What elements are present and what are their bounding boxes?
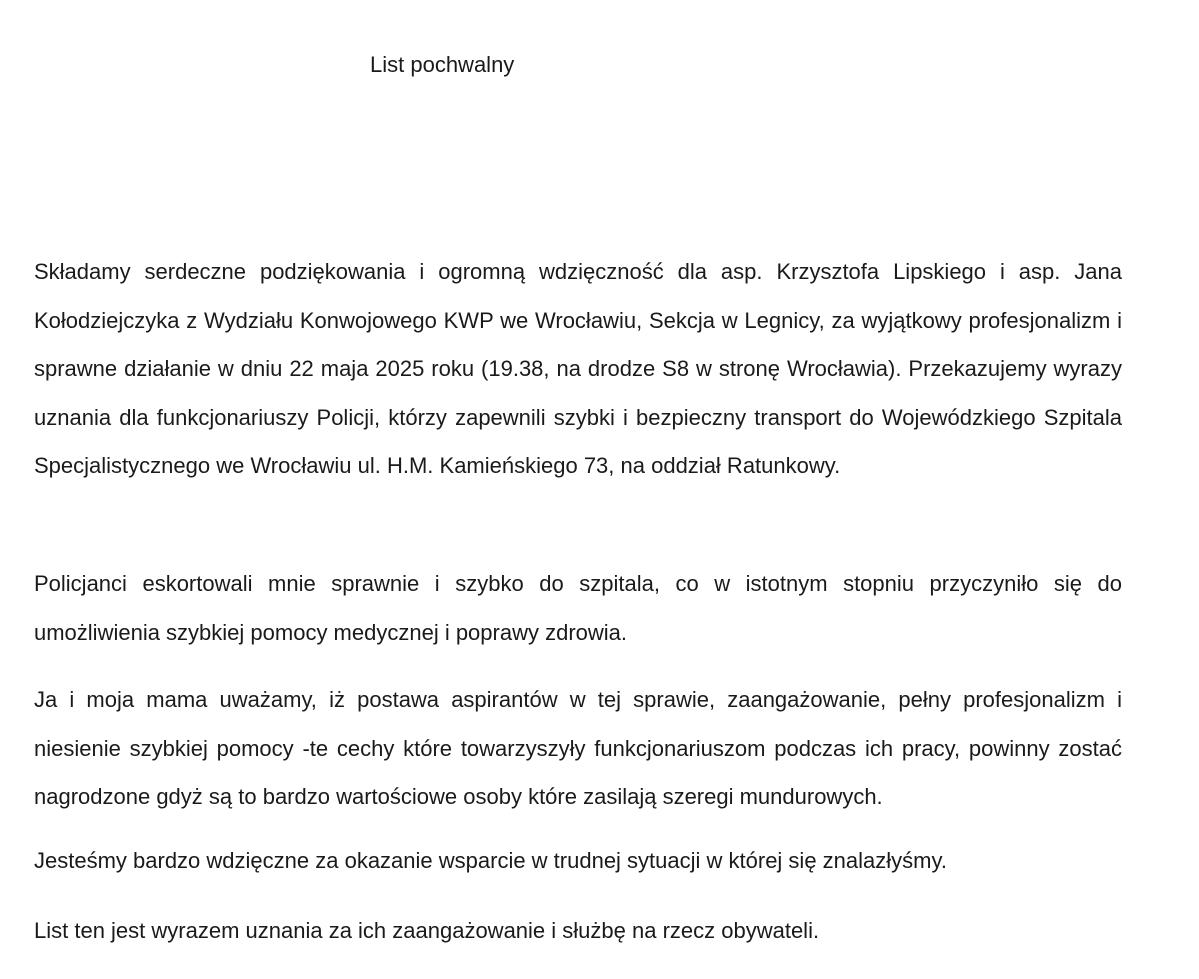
- paragraph-escort: Policjanci eskortowali mnie sprawnie i szybko do szpitala, co w istotnym stopniu przyczyniło się do umożliwienia szybkiej pomocy medycznej i poprawy zdrowia.: [34, 571, 1122, 645]
- letter-title: List pochwalny: [370, 52, 515, 77]
- paragraph-acknowledgement: Składamy serdeczne podziękowania i ogromną wdzięczność dla asp. Krzysztofa Lipskiego i asp. Jana Kołodziejczyka z Wydziału Konwojowego KWP we Wrocławiu, Sekcja w Legnicy, za wyjątkowy profesjonalizm i sprawne działanie w dniu 22 maja 2025 roku (19.38, na drodze S8 w stronę Wrocławia). Przekazujemy wyrazy uznania dla funkcjonariuszy Policji, którzy zapewnili szybki i bezpieczny transport do Wojewódzkiego Szpitala Specjalistycznego we Wrocławiu ul. H.M. Kamieńskiego 73, na oddział Ratunkowy.: [34, 259, 1122, 478]
- paragraph-gratitude: Jesteśmy bardzo wdzięczne za okazanie wsparcie w trudnej sytuacji w której się znalazłyśmy.: [34, 848, 947, 873]
- paragraph-closing: List ten jest wyrazem uznania za ich zaangażowanie i służbę na rzecz obywateli.: [34, 918, 820, 943]
- paragraph-recommendation: Ja i moja mama uważamy, iż postawa aspirantów w tej sprawie, zaangażowanie, pełny profesjonalizm i niesienie szybkiej pomocy -te cechy które towarzyszyły funkcjonariuszom podczas ich pracy, powinny zostać nagrodzone gdyż są to bardzo wartościowe osoby które zasilają szeregi mundurowych.: [34, 687, 1122, 809]
